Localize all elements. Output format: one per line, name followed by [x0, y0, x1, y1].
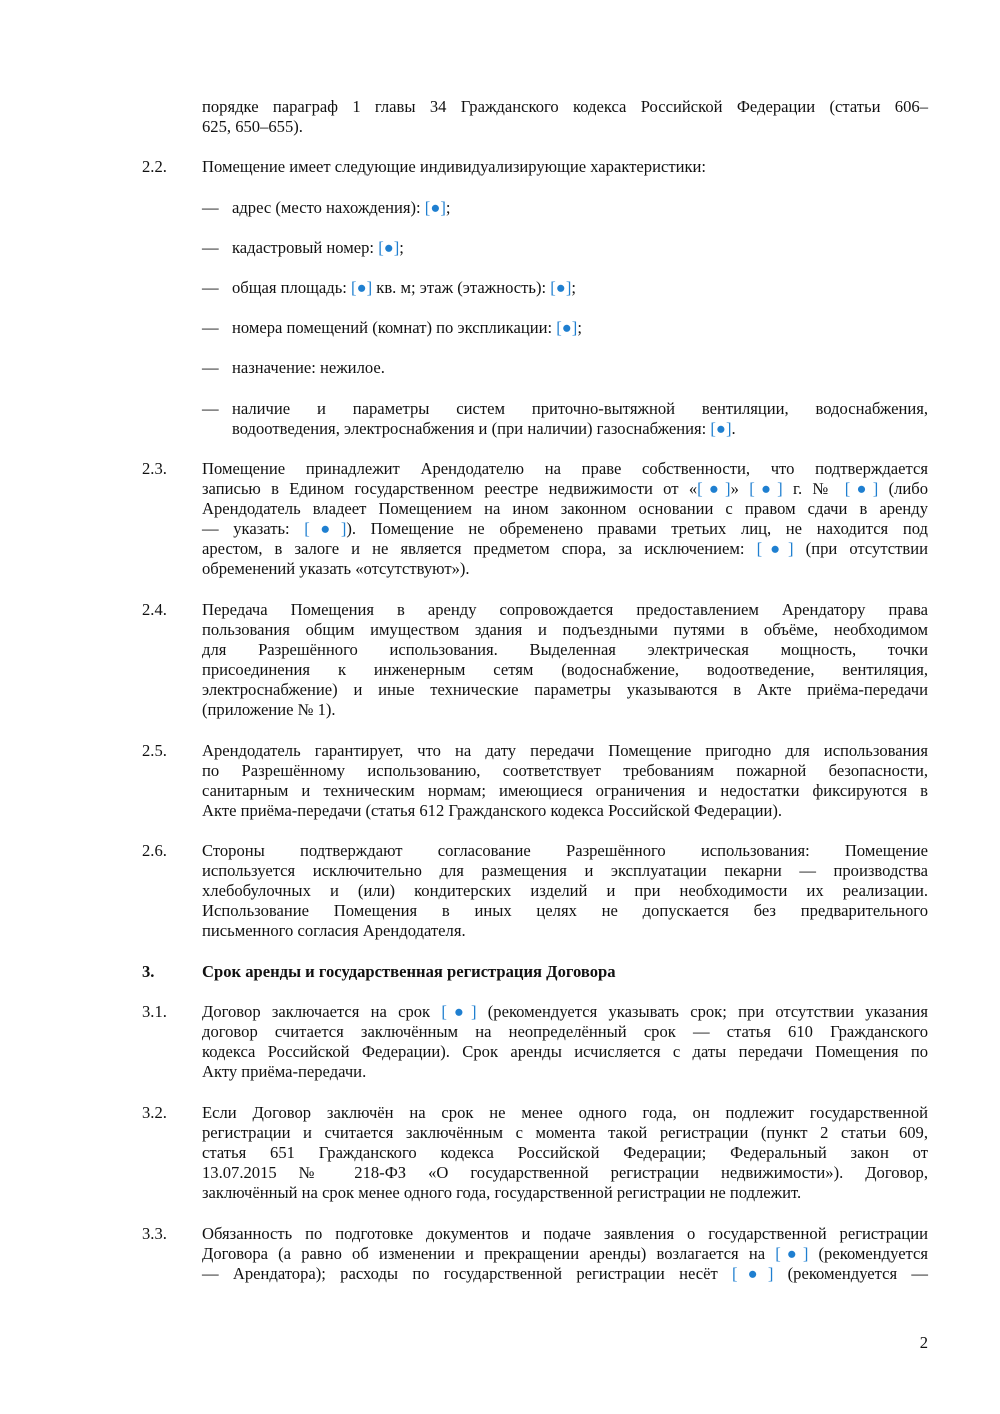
placeholder: [●]	[844, 479, 879, 498]
clause-number: 2.2.	[142, 157, 167, 176]
clause-line	[202, 1002, 928, 1022]
bullet-text: .	[731, 419, 736, 438]
bullet-text: водоотведения, электроснабжения и (при наличии) газоснабжения:	[232, 419, 711, 438]
dash-marker: —	[202, 278, 219, 297]
intro-line: порядке параграф 1 главы 34 Гражданского кодекса Российской Федерации (статьи 606–	[202, 97, 928, 116]
placeholder: [●]	[732, 1264, 774, 1283]
clause-number: 3.1.	[142, 1002, 167, 1021]
bullet-text: ;	[577, 318, 582, 337]
clause-line: Если Договор заключён на срок не менее одного года, он подлежит государственной	[202, 1103, 928, 1122]
clause-line: пользования общим имуществом здания и подъездными путями в объёме, необходимом	[202, 620, 928, 639]
clause-text: Помещение имеет следующие индивидуализирующие характеристики:	[202, 157, 707, 176]
intro-line: 625, 650–655).	[202, 117, 303, 136]
clause-line: Стороны подтверждают согласование Разрешённого использования: Помещение	[202, 841, 928, 860]
section-number: 3.	[142, 962, 155, 981]
dash-marker: —	[202, 318, 219, 337]
clause-text: (рекомендуется	[808, 1244, 929, 1263]
clause-line: Использование Помещения в иных целях не допускается без предварительного	[202, 901, 928, 920]
clause-line: Помещение принадлежит Арендодателю на праве собственности, что подтверждается	[202, 459, 928, 478]
clause-number: 2.5.	[142, 741, 167, 760]
clause-text: записью в Едином государственном реестре недвижимости от «	[202, 479, 698, 498]
bullet-text: кадастровый номер:	[232, 238, 379, 257]
clause-line: Передача Помещения в аренду сопровождается предоставлением Арендатору права	[202, 600, 928, 619]
placeholder: [●]	[550, 278, 572, 297]
clause-text: (либо	[878, 479, 929, 498]
clause-line	[202, 479, 928, 499]
clause-text: — Арендатора); расходы по государственной регистрации несёт	[202, 1264, 733, 1283]
clause-line: хлебобулочных и (или) кондитерских изделий и при необходимости их реализации.	[202, 881, 928, 900]
bullet-text: кв. м; этаж (этажность):	[372, 278, 551, 297]
clause-text: (при отсутствии	[793, 539, 928, 558]
clause-line: Обязанность по подготовке документов и подаче заявления о государственной регистрации	[202, 1224, 928, 1243]
clause-line: Акте приёма-передачи (статья 612 Гражданского кодекса Российской Федерации).	[202, 801, 783, 820]
bullet-text: номера помещений (комнат) по экспликации:	[232, 318, 557, 337]
clause-line: (приложение № 1).	[202, 700, 336, 719]
clause-line	[202, 1244, 928, 1264]
clause-number: 3.3.	[142, 1224, 167, 1243]
clause-line: Арендодатель владеет Помещением на ином законном основании с правом сдачи в аренду	[202, 499, 928, 518]
clause-line	[202, 1264, 928, 1284]
bullet-line: наличие и параметры систем приточно-вытяжной вентиляции, водоснабжения,	[232, 399, 928, 418]
clause-text: (рекомендуется —	[773, 1264, 928, 1283]
placeholder: [●]	[351, 278, 373, 297]
page-number: 2	[919, 1333, 928, 1352]
clause-text: ). Помещение не обременено правами третьих лиц, не находится под	[346, 519, 928, 538]
clause-line: Акту приёма-передачи.	[202, 1062, 367, 1081]
placeholder: [●]	[775, 1244, 809, 1263]
placeholder: [●]	[697, 479, 731, 498]
placeholder: [●]	[304, 519, 347, 538]
dash-marker: —	[202, 238, 219, 257]
placeholder: [●]	[749, 479, 783, 498]
clause-text: »	[730, 479, 750, 498]
clause-line: статья 651 Гражданского кодекса Российской Федерации; Федеральный закон от	[202, 1143, 928, 1162]
placeholder: [●]	[556, 318, 578, 337]
clause-line: регистрации и считается заключённым с момента такой регистрации (пункт 2 статьи 609,	[202, 1123, 928, 1142]
clause-line: электроснабжение) и иные технические параметры указываются в Акте приёма-передачи	[202, 680, 928, 699]
clause-line: обременений указать «отсутствуют»).	[202, 559, 470, 578]
placeholder: [●]	[756, 539, 794, 558]
placeholder: [●]	[424, 198, 446, 217]
clause-number: 2.4.	[142, 600, 167, 619]
clause-number: 2.3.	[142, 459, 167, 478]
clause-line: используется исключительно для размещения и эксплуатации пекарни — производства	[202, 861, 928, 880]
clause-text: — указать:	[202, 519, 305, 538]
clause-line: 13.07.2015 № 218-ФЗ «О государственной регистрации недвижимости»). Договор,	[202, 1163, 928, 1182]
bullet-text: адрес (место нахождения):	[232, 198, 425, 217]
clause-line: кодекса Российской Федерации). Срок аренды исчисляется с даты передачи Помещения по	[202, 1042, 928, 1061]
placeholder: [●]	[378, 238, 400, 257]
bullet-text: ;	[445, 198, 451, 217]
bullet-text: назначение: нежилое.	[232, 358, 385, 377]
bullet-text: ;	[571, 278, 576, 297]
clause-text: г. №	[782, 479, 845, 498]
bullet-text: общая площадь:	[232, 278, 352, 297]
clause-line: санитарным и техническим нормам; имеющиеся ограничения и недостатки фиксируются в	[202, 781, 928, 800]
section-title: Срок аренды и государственная регистрация Договора	[202, 962, 616, 981]
clause-line: заключённый на срок менее одного года, государственной регистрации не подлежит.	[202, 1183, 802, 1202]
clause-line	[202, 519, 928, 539]
clause-line: по Разрешённому использованию, соответствует требованиям пожарной безопасности,	[202, 761, 928, 780]
clause-line	[202, 539, 928, 559]
dash-marker: —	[202, 358, 219, 377]
dash-marker: —	[202, 399, 219, 418]
clause-number: 2.6.	[142, 841, 167, 860]
clause-number: 3.2.	[142, 1103, 167, 1122]
clause-text: (рекомендуется указывать срок; при отсутствии указания	[476, 1002, 928, 1021]
placeholder: [●]	[710, 419, 732, 438]
dash-marker: —	[202, 198, 219, 217]
placeholder: [●]	[441, 1002, 477, 1021]
clause-line: Арендодатель гарантирует, что на дату передачи Помещение пригодно для использования	[202, 741, 928, 760]
clause-line: присоединения к инженерным сетям (водоснабжение, водоотведение, вентиляция,	[202, 660, 928, 679]
clause-text: Договор заключается на срок	[202, 1002, 442, 1021]
bullet-text: ;	[399, 238, 404, 257]
clause-text: арестом, в залоге и не является предметом спора, за исключением:	[202, 539, 757, 558]
clause-line: для Разрешённого использования. Выделенная электрическая мощность, точки	[202, 640, 928, 659]
clause-line: договор считается заключённым на неопределённый срок — статья 610 Гражданского	[202, 1022, 928, 1041]
bullet-line	[232, 419, 928, 439]
clause-text: Договора (а равно об изменении и прекращении аренды) возлагается на	[202, 1244, 776, 1263]
clause-line: письменного согласия Арендодателя.	[202, 921, 466, 940]
